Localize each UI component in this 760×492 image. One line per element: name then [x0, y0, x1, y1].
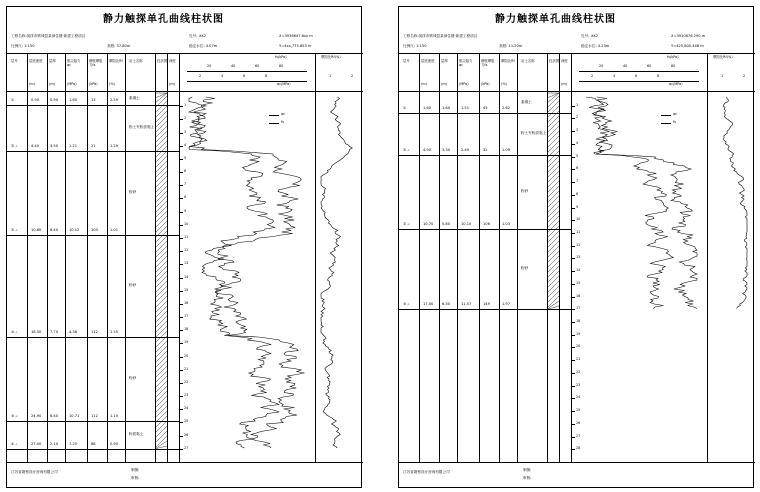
- layer-fs: 45: [483, 106, 488, 111]
- column-unit: (kPa): [481, 82, 490, 86]
- layer-rf: 1.03: [502, 222, 511, 227]
- qc-tick-label: 8: [265, 74, 268, 78]
- depth-tick-label: 8: [576, 191, 579, 196]
- layer-bottom-depth: 18.50: [31, 329, 42, 334]
- sheet-title: 静力触探单孔曲线柱状图: [103, 14, 224, 25]
- legend-label: fs: [673, 120, 676, 124]
- depth-tick-label: 20: [184, 353, 189, 358]
- layer-qc: 4.36: [69, 329, 78, 334]
- column-unit: (m): [49, 82, 55, 86]
- depth-tick-label: 10: [184, 221, 189, 226]
- log-sheet-left: [6, 6, 362, 488]
- layer-qc: 10.12: [69, 228, 80, 233]
- column-header: 侧壁摩阻力fs: [89, 59, 103, 68]
- depth-tick-label: 11: [576, 229, 581, 234]
- scale: 比例尺: 1:150: [403, 44, 427, 48]
- depth-tick-label: 24: [184, 406, 189, 411]
- qc-axis-label: qc(MPa): [669, 82, 683, 86]
- company-name: 江苏省勘察设计咨询有限公司: [403, 470, 450, 474]
- depth-tick-label: 4: [576, 140, 579, 145]
- layer-fs: 13: [91, 97, 96, 102]
- layer-qc: 7.25: [69, 441, 78, 446]
- depth-tick-label: 15: [576, 280, 581, 285]
- layer-soil-name: 粉砂: [129, 375, 137, 380]
- depth-tick-label: 20: [576, 344, 581, 349]
- depth-tick-label: 7: [576, 179, 579, 184]
- elevation: 高程: 37.80m: [107, 44, 131, 48]
- qc-axis-label: qc(MPa): [277, 82, 291, 86]
- sheet-title: 静力触探单孔曲线柱状图: [495, 14, 616, 25]
- depth-tick-label: 12: [184, 248, 189, 253]
- depth-tick-label: 22: [576, 369, 581, 374]
- depth-tick-label: 13: [576, 255, 581, 260]
- x-coord: X=3910876.290 m: [671, 34, 706, 38]
- layer-rf: 0.90: [110, 441, 119, 446]
- layer-rf: 1.10: [110, 414, 119, 419]
- hole-no: XK2: [591, 34, 599, 38]
- rf-axis-label: 摩阻比Rf(%): [321, 55, 341, 59]
- layer-soil-name: 粉土夹粉质黏土: [521, 131, 547, 136]
- column-header: 摩阻比Rf: [501, 59, 515, 63]
- layer-qc: 10.71: [69, 414, 80, 419]
- layer-rf: 1.55: [110, 329, 119, 334]
- depth-tick-label: 14: [576, 268, 581, 273]
- layer-fs: 21: [91, 143, 96, 148]
- qc-tick-label: 2: [199, 74, 202, 78]
- qc-tick-label: 2: [591, 74, 594, 78]
- column-header: 侧壁摩阻力fs: [481, 59, 495, 68]
- layer-qc: 1.21: [69, 143, 78, 148]
- drawn-by: 制图:: [131, 468, 140, 472]
- fs-tick-label: 20: [599, 64, 604, 68]
- column-header: 层底深度: [421, 59, 435, 63]
- layer-qc: 1.51: [461, 106, 470, 111]
- cpt-curves: [399, 7, 755, 489]
- column-unit: (m): [441, 82, 447, 86]
- layer-soil-name: 粉质黏土: [129, 431, 144, 436]
- lithology-hatch: [155, 93, 167, 449]
- depth-tick-label: 25: [184, 419, 189, 424]
- y-coord: Y=4xx,775.855 m: [279, 44, 312, 48]
- depth-tick-label: 6: [576, 166, 579, 171]
- layer-thickness: 3.50: [50, 143, 59, 148]
- layer-bottom-depth: 10.80: [31, 228, 42, 233]
- depth-tick-label: 13: [184, 261, 189, 266]
- depth-tick-label: 3: [576, 128, 579, 133]
- qc-curve: [589, 97, 697, 309]
- lithology-hatch: [547, 93, 559, 309]
- column-header: 锥尖阻力qc: [459, 59, 473, 68]
- layer-qc: 11.57: [461, 302, 472, 307]
- company-name: 江苏省勘察设计咨询有限公司: [11, 470, 58, 474]
- layer-thickness: 0.90: [50, 97, 59, 102]
- fs-curve: [586, 97, 673, 309]
- fs-tick-label: 80: [671, 64, 676, 68]
- layer-rf: 1.09: [502, 148, 511, 153]
- cpt-curves: [7, 7, 363, 489]
- fs-tick-label: 80: [279, 64, 284, 68]
- layer-bottom-depth: 4.40: [31, 143, 40, 148]
- layer-no: ①: [403, 106, 407, 111]
- depth-tick-label: 12: [576, 242, 581, 247]
- legend-label: qc: [673, 112, 678, 116]
- depth-tick-label: 10: [576, 217, 581, 222]
- layer-bottom-depth: 0.90: [31, 97, 40, 102]
- depth-tick-label: 5: [576, 153, 579, 158]
- column-header: 层号: [403, 59, 410, 63]
- depth-tick-label: 27: [184, 445, 189, 450]
- column-header: 岩土名称: [521, 59, 535, 63]
- column-header: 层底深度: [29, 59, 43, 63]
- layer-thickness: 6.40: [50, 228, 59, 233]
- layer-bottom-depth: 4.90: [423, 148, 432, 153]
- depth-tick-label: 24: [576, 395, 581, 400]
- column-header: 摩阻比Rf: [109, 59, 123, 63]
- layer-no: ①: [11, 97, 15, 102]
- layer-no: ②₋₁: [11, 143, 18, 148]
- layer-thickness: 7.70: [50, 329, 59, 334]
- fs-tick-label: 40: [231, 64, 236, 68]
- checked-by: 审核:: [523, 476, 532, 480]
- project-name: 工程名称:菏泽市郓城县某商住楼·新建工程项目: [11, 34, 86, 38]
- rf-tick-label: 2: [351, 74, 354, 78]
- rf-tick-label: 1: [329, 74, 332, 78]
- fs-axis-label: fs(kPa): [275, 55, 287, 59]
- layer-fs: 112: [91, 414, 98, 419]
- rf-tick-label: 2: [743, 74, 746, 78]
- layer-no: ②₋₂: [11, 228, 18, 233]
- depth-tick-label: 11: [184, 234, 189, 239]
- legend-label: qc: [281, 112, 286, 116]
- layer-thickness: 6.30: [442, 302, 451, 307]
- column-header: 锥尖阻力qc: [67, 59, 81, 68]
- rf-curve: [321, 97, 352, 448]
- layer-rf: 1.29: [110, 143, 119, 148]
- layer-fs: 100: [91, 228, 98, 233]
- layer-soil-name: 素填土: [521, 100, 532, 105]
- y-coord: Y=425,800.448 m: [671, 44, 704, 48]
- rf-tick-label: 1: [721, 74, 724, 78]
- layer-rf: 2.59: [110, 97, 119, 102]
- column-header: 层厚: [441, 59, 448, 63]
- depth-tick-label: 22: [184, 379, 189, 384]
- layer-rf: 1.01: [110, 228, 119, 233]
- layer-thickness: 1.60: [442, 106, 451, 111]
- scale: 比例尺: 1:150: [11, 44, 35, 48]
- layer-soil-name: 素填土: [129, 95, 140, 100]
- layer-soil-name: 粉土夹粉质黏土: [129, 124, 155, 129]
- column-header: 层号: [11, 59, 18, 63]
- column-header: 层厚: [49, 59, 56, 63]
- layer-bottom-depth: 1.60: [423, 106, 432, 111]
- qc-tick-label: 6: [635, 74, 638, 78]
- legend-label: fs: [281, 120, 284, 124]
- drawn-by: 制图:: [523, 468, 532, 472]
- column-unit: (m): [29, 82, 35, 86]
- column-header: 深度: [169, 59, 176, 63]
- depth-tick-label: 6: [184, 169, 187, 174]
- layer-fs: 106: [483, 222, 490, 227]
- qc-curve: [189, 97, 304, 448]
- qc-tick-label: 6: [243, 74, 246, 78]
- rf-axis-label: 摩阻比Rf(%): [713, 55, 733, 59]
- depth-tick-label: 19: [576, 331, 581, 336]
- rf-curve: [723, 97, 747, 309]
- depth-tick-label: 18: [184, 327, 189, 332]
- depth-tick-label: 23: [184, 393, 189, 398]
- depth-tick-label: 3: [184, 129, 187, 134]
- column-header: 柱状图: [549, 59, 560, 63]
- layer-bottom-depth: 10.70: [423, 222, 434, 227]
- column-unit: (kPa): [89, 82, 98, 86]
- depth-tick-label: 5: [184, 155, 187, 160]
- depth-tick-label: 4: [184, 142, 187, 147]
- legend-swatch: [269, 123, 279, 124]
- project-name: 工程名称:菏泽市郓城县某商住楼·新建工程项目: [403, 34, 478, 38]
- depth-tick-label: 27: [576, 433, 581, 438]
- layer-thickness: 6.40: [50, 414, 59, 419]
- layer-rf: 1.97: [502, 302, 511, 307]
- legend-swatch: [661, 123, 671, 124]
- depth-tick-label: 8: [184, 195, 187, 200]
- layer-qc: 2.49: [461, 148, 470, 153]
- water-level: 稳定水位: 4.07m: [189, 44, 218, 48]
- fs-tick-label: 40: [623, 64, 628, 68]
- water-level: 稳定水位: 4.23m: [581, 44, 610, 48]
- layer-no: ③₋₁: [403, 302, 410, 307]
- qc-tick-label: 4: [221, 74, 224, 78]
- column-unit: (m): [421, 82, 427, 86]
- depth-tick-label: 9: [184, 208, 187, 213]
- checked-by: 审核:: [131, 476, 140, 480]
- layer-fs: 149: [483, 302, 490, 307]
- column-header: 柱状图: [157, 59, 168, 63]
- layer-no: ②₋₁: [403, 148, 410, 153]
- layer-soil-name: 粉砂: [129, 283, 137, 288]
- column-header: 深度: [561, 59, 568, 63]
- depth-tick-label: 17: [184, 314, 189, 319]
- depth-tick-label: 26: [184, 432, 189, 437]
- depth-tick-label: 2: [184, 116, 187, 121]
- depth-tick-label: 2: [576, 115, 579, 120]
- depth-tick-label: 21: [576, 357, 581, 362]
- column-header: 岩土名称: [129, 59, 143, 63]
- layer-no: ②₋₂: [403, 222, 410, 227]
- layer-thickness: 2.10: [50, 441, 59, 446]
- layer-soil-name: 粉砂: [521, 266, 529, 271]
- hole-no-label: 孔号:: [189, 34, 198, 38]
- fs-tick-label: 60: [647, 64, 652, 68]
- depth-tick-label: 15: [184, 287, 189, 292]
- column-unit: (m): [561, 82, 567, 86]
- depth-tick-label: 9: [576, 204, 579, 209]
- fs-tick-label: 20: [207, 64, 212, 68]
- depth-tick-label: 16: [576, 293, 581, 298]
- hole-no-label: 孔号:: [581, 34, 590, 38]
- column-unit: (%): [501, 82, 507, 86]
- layer-thickness: 5.80: [442, 222, 451, 227]
- qc-tick-label: 4: [613, 74, 616, 78]
- depth-tick-label: 1: [184, 103, 187, 108]
- column-unit: (m): [169, 82, 175, 86]
- legend-swatch: [661, 115, 671, 116]
- layer-bottom-depth: 17.00: [423, 302, 434, 307]
- layer-no: ③₋₁: [11, 329, 18, 334]
- layer-fs: 88: [91, 441, 96, 446]
- depth-tick-label: 19: [184, 340, 189, 345]
- layer-rf: 2.62: [502, 106, 511, 111]
- depth-tick-label: 1: [576, 102, 579, 107]
- layer-soil-name: 粉砂: [521, 189, 529, 194]
- layer-bottom-depth: 27.00: [31, 441, 42, 446]
- layer-no: ③₋₂: [11, 414, 18, 419]
- layer-thickness: 3.30: [442, 148, 451, 153]
- depth-tick-label: 28: [576, 446, 581, 451]
- layer-qc: 10.10: [461, 222, 472, 227]
- column-unit: (%): [109, 82, 115, 86]
- elevation: 高程: 11.20m: [499, 44, 523, 48]
- fs-axis-label: fs(kPa): [667, 55, 679, 59]
- column-unit: (MPa): [67, 82, 77, 86]
- layer-soil-name: 粉砂: [129, 190, 137, 195]
- layer-qc: 1.60: [69, 97, 78, 102]
- layer-fs: 32: [483, 148, 488, 153]
- depth-tick-label: 26: [576, 420, 581, 425]
- depth-tick-label: 25: [576, 408, 581, 413]
- layer-no: ④₋₁: [11, 441, 18, 446]
- column-unit: (MPa): [459, 82, 469, 86]
- depth-tick-label: 14: [184, 274, 189, 279]
- legend-swatch: [269, 115, 279, 116]
- depth-tick-label: 21: [184, 366, 189, 371]
- x-coord: X=3936647.6xx m: [279, 34, 313, 38]
- layer-bottom-depth: 24.90: [31, 414, 42, 419]
- depth-tick-label: 7: [184, 182, 187, 187]
- depth-tick-label: 23: [576, 382, 581, 387]
- layer-fs: 112: [91, 329, 98, 334]
- log-sheet-right: [398, 6, 754, 488]
- depth-tick-label: 16: [184, 300, 189, 305]
- fs-tick-label: 60: [255, 64, 260, 68]
- depth-tick-label: 18: [576, 319, 581, 324]
- hole-no: XK2: [199, 34, 207, 38]
- depth-tick-label: 17: [576, 306, 581, 311]
- qc-tick-label: 8: [657, 74, 660, 78]
